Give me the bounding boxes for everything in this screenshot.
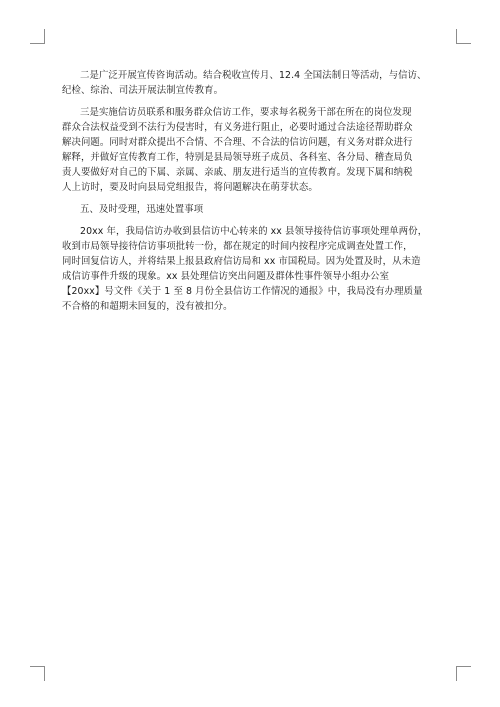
text-line: 责人要做好对自己的下属、亲属、亲戚、朋友进行适当的宣传教育。发现下属和纳税 <box>62 167 413 178</box>
text-line: 二是广泛开展宣传咨询活动。结合税收宣传月、12.4 全国法制日等活动，与信访、 <box>80 70 427 81</box>
text-line: 解决问题。同时对群众提出不合情、不合理、不合法的信访问题，有义务对群众进行 <box>62 137 413 148</box>
paragraph-petition-liaison <box>62 105 444 195</box>
text-line: 纪检、综治、司法开展法制宣传教育。 <box>62 85 224 96</box>
text-line: 不合格的和超期未回复的，没有被扣分。 <box>62 301 233 312</box>
text-line: 三是实施信访员联系和服务群众信访工作，要求每名税务干部在所在的岗位发现 <box>80 107 412 118</box>
paragraph-publicity-activities <box>62 68 444 98</box>
text-line: 收到市局领导接待信访事项批转一份，都在规定的时间内按程序完成调查处置工作， <box>62 241 413 252</box>
text-line: 成信访事件升级的现象。xx 县处理信访突出问题及群体性事件领导小组办公室 <box>62 271 390 282</box>
text-line: 五、及时受理，迅速处置事项 <box>80 204 204 215</box>
text-line: 解释，并做好宣传教育工作，特别是县局领导班子成员、各科室、各分局、稽查局负 <box>62 152 413 163</box>
section-heading-timely-acceptance <box>62 202 444 217</box>
paragraph-petition-handling <box>62 224 444 314</box>
text-line: 人上访时，要及时向县局党组报告，将问题解决在萌芽状态。 <box>62 182 318 193</box>
text-line: 群众合法权益受到不法行为侵害时，有义务进行阻止，必要时通过合法途径帮助群众 <box>62 122 413 133</box>
crop-mark-top-left <box>30 29 45 44</box>
text-line: 【20xx】号文件《关于 1 至 8 月份全县信访工作情况的通报》中，我局没有办理质量 <box>62 286 423 297</box>
text-line: 20xx 年，我局信访办收到县信访中心转来的 xx 县领导接待信访事项处理单两份， <box>80 226 428 237</box>
document-body <box>62 68 444 321</box>
text-line: 同时回复信访人，并将结果上报县政府信访局和 xx 市国税局。因为处置及时，从未造 <box>62 256 421 267</box>
crop-mark-top-right <box>456 29 471 44</box>
crop-mark-bottom-left <box>30 666 45 681</box>
crop-mark-bottom-right <box>456 666 471 681</box>
